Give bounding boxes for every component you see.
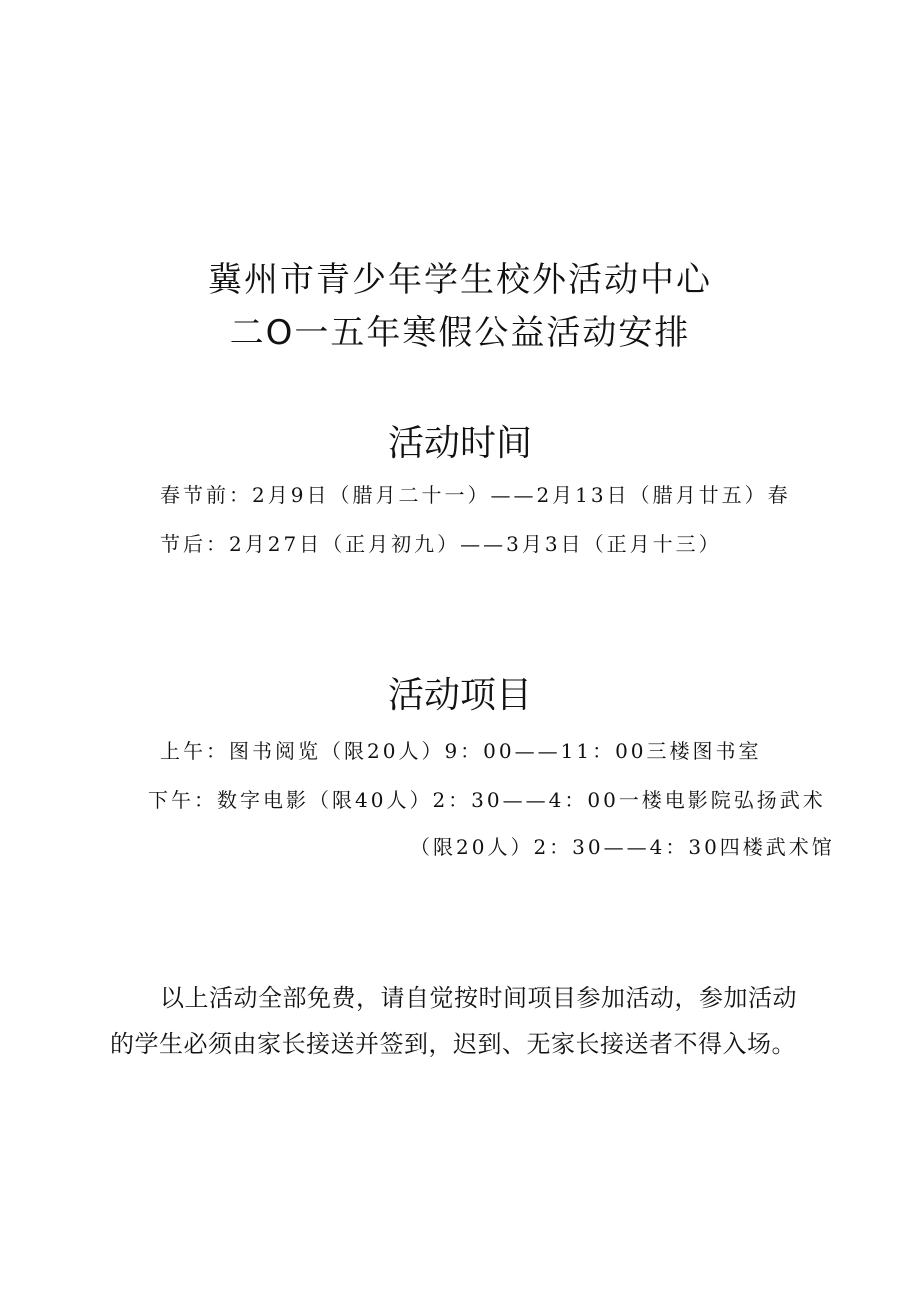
- notice-line-2: 的学生必须由家长接送并签到，迟到、无家长接送者不得入场。: [110, 1030, 796, 1058]
- schedule-line-2: 节后：2月27日（正月初九）——3月3日（正月十三）: [160, 532, 722, 556]
- notice-line-1: 以上活动全部免费，请自觉按时间项目参加活动，参加活动: [160, 984, 797, 1012]
- activities-line-2: 下午：数字电影（限40人）2：30——4：00一楼电影院弘扬武术: [148, 788, 826, 812]
- activities-line-3: （限20人）2：30——4：30四楼武术馆: [410, 835, 835, 859]
- title-line-1: 冀州市青少年学生校外活动中心: [208, 260, 712, 300]
- activities-heading: 活动项目: [387, 675, 532, 716]
- schedule-line-1: 春节前：2月9日（腊月二十一）——2月13日（腊月廿五）春: [160, 483, 791, 507]
- activities-line-1: 上午：图书阅览（限20人）9：00——11：00三楼图书室: [160, 739, 762, 763]
- title-line-2: 二O一五年寒假公益活动安排: [229, 313, 691, 353]
- schedule-heading: 活动时间: [387, 423, 532, 464]
